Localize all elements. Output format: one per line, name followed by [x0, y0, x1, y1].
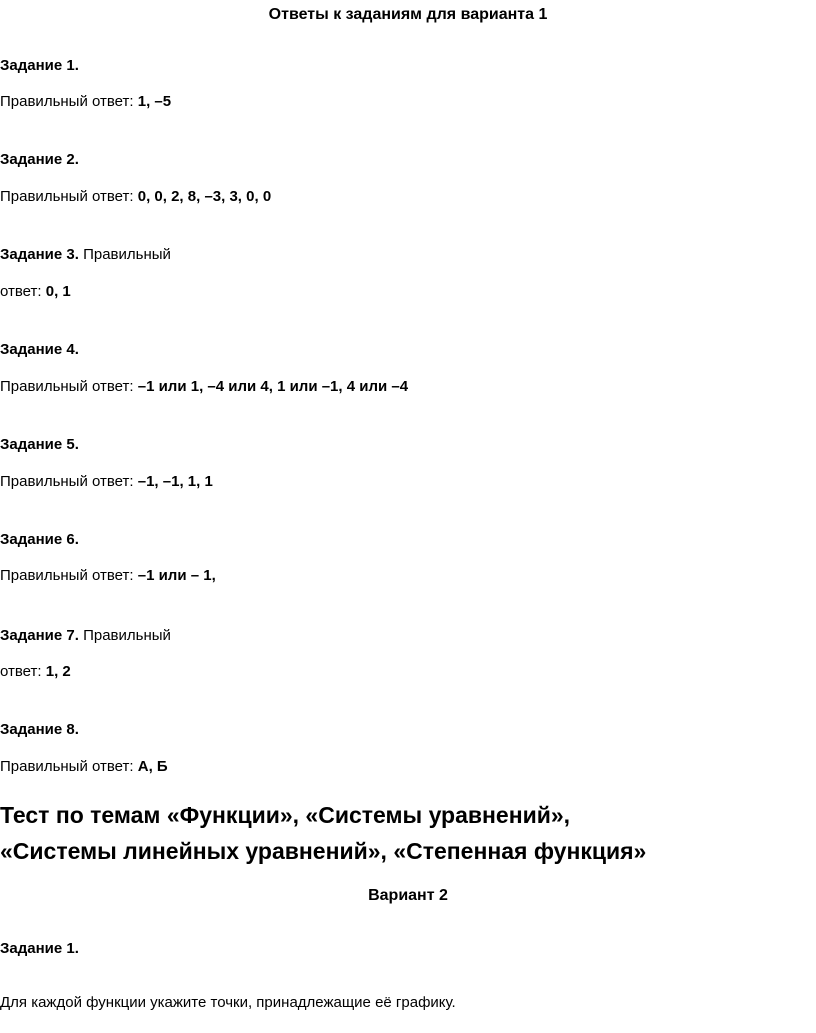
- answer-label-part2: ответ:: [0, 663, 42, 680]
- variant-2-task-1-heading: Задание 1.: [0, 940, 79, 957]
- task-7-heading: Задание 7.: [0, 627, 79, 644]
- answer-label-part2: ответ:: [0, 283, 42, 300]
- answer-value: 1, –5: [137, 93, 172, 110]
- test-title-line-1: Тест по темам «Функции», «Системы уравнений»,: [0, 802, 571, 828]
- answer-label-part1: Правильный: [83, 246, 171, 263]
- answer-label: Правильный ответ:: [0, 758, 134, 775]
- answer-value: 1, 2: [45, 663, 71, 680]
- answer-value: 0, 0, 2, 8, –3, 3, 0, 0: [137, 188, 272, 205]
- answer-value: А, Б: [137, 758, 168, 775]
- answer-label: Правильный ответ:: [0, 188, 134, 205]
- task-6-heading: Задание 6.: [0, 531, 79, 548]
- answer-label: Правильный ответ:: [0, 93, 134, 110]
- task-3-heading-line: [0, 245, 171, 265]
- answers-title: Ответы к заданиям для варианта 1: [268, 6, 548, 23]
- task-5-heading: Задание 5.: [0, 436, 79, 453]
- task-3-heading: Задание 3.: [0, 246, 79, 263]
- answer-value: –1 или 1, –4 или 4, 1 или –1, 4 или –4: [137, 378, 409, 395]
- task-4-answer: [0, 377, 408, 397]
- task-1-answer: [0, 92, 171, 112]
- task-8-heading: Задание 8.: [0, 721, 79, 738]
- answer-label: Правильный ответ:: [0, 378, 134, 395]
- answer-label-part1: Правильный: [83, 627, 171, 644]
- task-6-answer: [0, 566, 216, 586]
- answer-value: –1 или – 1,: [137, 567, 216, 584]
- answer-label: Правильный ответ:: [0, 473, 134, 490]
- task-2-heading: Задание 2.: [0, 151, 79, 168]
- task-8-answer: [0, 757, 168, 777]
- task-3-answer: [0, 282, 71, 302]
- variant-2-task-1-text: Для каждой функции укажите точки, принадлежащие её графику.: [0, 994, 456, 1011]
- task-5-answer: [0, 472, 213, 492]
- test-title-line-2: «Системы линейных уравнений», «Степенная функция»: [0, 838, 647, 864]
- task-4-heading: Задание 4.: [0, 341, 79, 358]
- task-7-answer: [0, 662, 71, 682]
- answer-label: Правильный ответ:: [0, 567, 134, 584]
- task-2-answer: [0, 187, 271, 207]
- task-1-heading: Задание 1.: [0, 57, 79, 74]
- answer-value: 0, 1: [45, 283, 71, 300]
- answer-value: –1, –1, 1, 1: [137, 473, 213, 490]
- variant-title: Вариант 2: [368, 887, 448, 904]
- task-7-heading-line: [0, 626, 171, 646]
